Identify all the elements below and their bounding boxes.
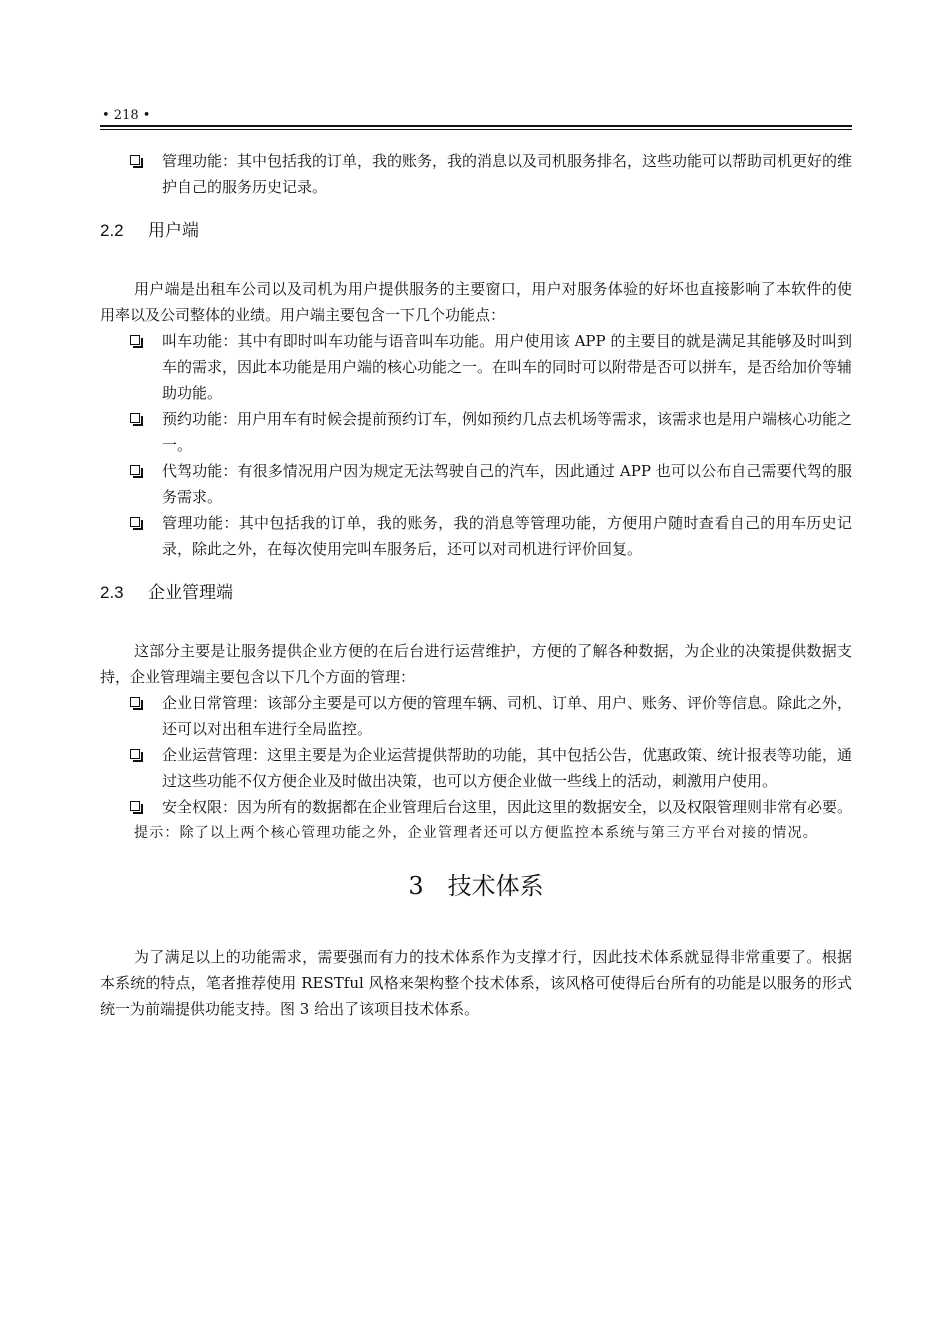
list-item [100, 690, 852, 742]
chapter-number: 3 [408, 872, 424, 900]
checkbox-bullet-icon [130, 155, 140, 165]
running-header [100, 108, 852, 124]
bullet-text: 管理功能：其中包括我的订单，我的账务，我的消息以及司机服务排名，这些功能可以帮助司机更好的维护自己的服务历史记录。 [162, 152, 853, 196]
list-item [100, 794, 852, 820]
list-item [100, 148, 852, 200]
section-title: 企业管理端 [148, 583, 233, 602]
bullet-text: 代驾功能：有很多情况用户因为规定无法驾驶自己的汽车，因此通过 APP 也可以公布自己需要代驾的服务需求。 [162, 462, 852, 506]
header-rule-thick [100, 125, 852, 127]
bullet-text: 企业日常管理：该部分主要是可以方便的管理车辆、司机、订单、用户、账务、评价等信息。除此之外，还可以对出租车进行全局监控。 [162, 694, 853, 738]
checkbox-bullet-icon [130, 465, 140, 475]
section-heading-2-3 [100, 580, 852, 606]
section-paragraph: 为了满足以上的功能需求，需要强而有力的技术体系作为支撑才行，因此技术体系就显得非常重要了。根据本系统的特点，笔者推荐使用 RESTful 风格来架构整个技术体系，该风格可使得后台所有的功能是以服务的形式统一为前端提供功能支持。图 3 给出了该项目技术体系。 [100, 948, 852, 1018]
bullet-text: 叫车功能：其中有即时叫车功能与语音叫车功能。用户使用该 APP 的主要目的就是满足其能够及时叫到车的需求，因此本功能是用户端的核心功能之一。在叫车的同时可以附带是否可以拼车，是否给加价等辅助功能。 [162, 332, 853, 402]
chapter-title: 技术体系 [447, 872, 544, 900]
top-bullet-list [100, 148, 852, 200]
bullet-text: 管理功能：其中包括我的订单，我的账务，我的消息等管理功能，方便用户随时查看自己的用车历史记录，除此之外，在每次使用完叫车服务后，还可以对司机进行评价回复。 [162, 514, 852, 558]
section-number: 2.3 [100, 583, 124, 602]
section-intro: 用户端是出租车公司以及司机为用户提供服务的主要窗口，用户对服务体验的好坏也直接影响了本软件的使用率以及公司整体的业绩。用户端主要包含一下几个功能点： [100, 280, 852, 324]
checkbox-bullet-icon [130, 517, 140, 527]
bullet-text: 预约功能：用户用车有时候会提前预约订车，例如预约几点去机场等需求，该需求也是用户端核心功能之一。 [162, 410, 853, 454]
checkbox-bullet-icon [130, 413, 140, 423]
checkbox-bullet-icon [130, 801, 140, 811]
page-number: • 218 • [102, 108, 151, 123]
checkbox-bullet-icon [130, 335, 140, 345]
enterprise-feature-list [100, 690, 852, 820]
bullet-text: 安全权限：因为所有的数据都在企业管理后台这里，因此这里的数据安全，以及权限管理则非常有必要。 [162, 798, 853, 816]
list-item [100, 406, 852, 458]
bullet-text: 企业运营管理：这里主要是为企业运营提供帮助的功能，其中包括公告，优惠政策、统计报表等功能，通过这些功能不仅方便企业及时做出决策，也可以方便企业做一些线上的活动，刺激用户使用。 [162, 746, 853, 790]
document-page [100, 108, 852, 1022]
list-item [100, 328, 852, 406]
checkbox-bullet-icon [130, 697, 140, 707]
chapter-heading-3 [100, 866, 852, 906]
tip-note: 提示：除了以上两个核心管理功能之外，企业管理者还可以方便监控本系统与第三方平台对接的情况。 [134, 825, 818, 841]
section-intro: 这部分主要是让服务提供企业方便的在后台进行运营维护，方便的了解各种数据，为企业的决策提供数据支持，企业管理端主要包含以下几个方面的管理： [100, 642, 852, 686]
list-item [100, 742, 852, 794]
section-number: 2.2 [100, 221, 124, 240]
list-item [100, 458, 852, 510]
list-item [100, 510, 852, 562]
section-heading-2-2 [100, 218, 852, 244]
checkbox-bullet-icon [130, 749, 140, 759]
section-title: 用户端 [148, 221, 199, 240]
user-feature-list [100, 328, 852, 562]
